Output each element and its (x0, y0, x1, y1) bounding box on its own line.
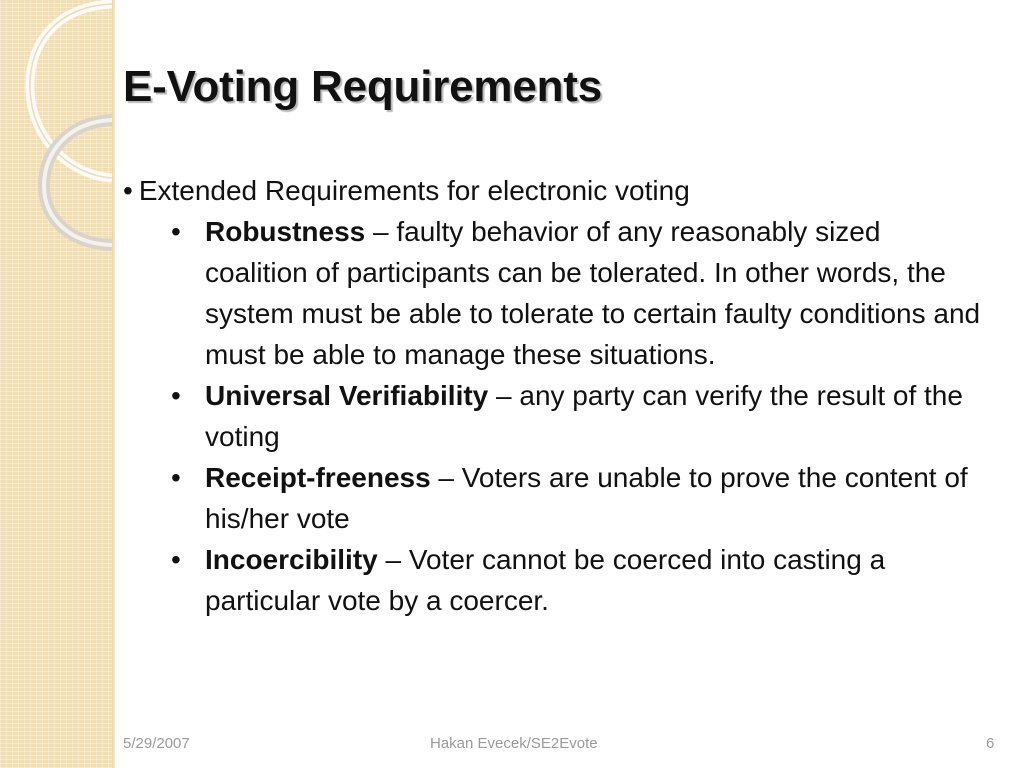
slide-content (123, 170, 1003, 621)
requirement-description: – faulty behavior of any reasonably sized coalition of participants can be tolerated. In other words, the system must be able to tolerate to certain faulty conditions and must be able to manage these situations. (205, 216, 981, 370)
requirement-term: Receipt-freeness (205, 462, 431, 493)
requirement-robustness (123, 211, 990, 375)
decorative-rings (0, 0, 140, 300)
requirement-term: Robustness (205, 216, 366, 247)
slide-title: E-Voting Requirements (123, 62, 603, 111)
bullet-marker: • (171, 462, 181, 493)
requirement-receipt-freeness (123, 457, 990, 539)
requirement-term: Incoercibility (205, 544, 378, 575)
requirement-incoercibility (123, 539, 990, 621)
upper-ring-outline (30, 4, 112, 178)
main-bullet-text: Extended Requirements for electronic voting (138, 175, 690, 206)
requirements-list (123, 211, 1003, 621)
footer-page-number: 6 (986, 735, 995, 752)
requirement-description: – Voter cannot be coerced into casting a particular vote by a coercer. (205, 544, 886, 616)
requirement-description: – any party can verify the result of the voting (205, 380, 963, 452)
footer-author: Hakan Evecek/SE2Evote (430, 735, 598, 752)
footer-date: 5/29/2007 (123, 735, 190, 752)
main-bullet (123, 170, 1003, 211)
requirement-universal-verifiability (123, 375, 990, 457)
lower-ring-arc (44, 120, 112, 245)
upper-ring-arc (30, 4, 112, 178)
bullet-marker: • (171, 544, 181, 575)
bullet-marker: • (123, 175, 133, 206)
requirement-description: – Voters are unable to prove the content of his/her vote (205, 462, 968, 534)
requirement-term: Universal Verifiability (205, 380, 489, 411)
bullet-marker: • (171, 216, 181, 247)
bullet-marker: • (171, 380, 181, 411)
